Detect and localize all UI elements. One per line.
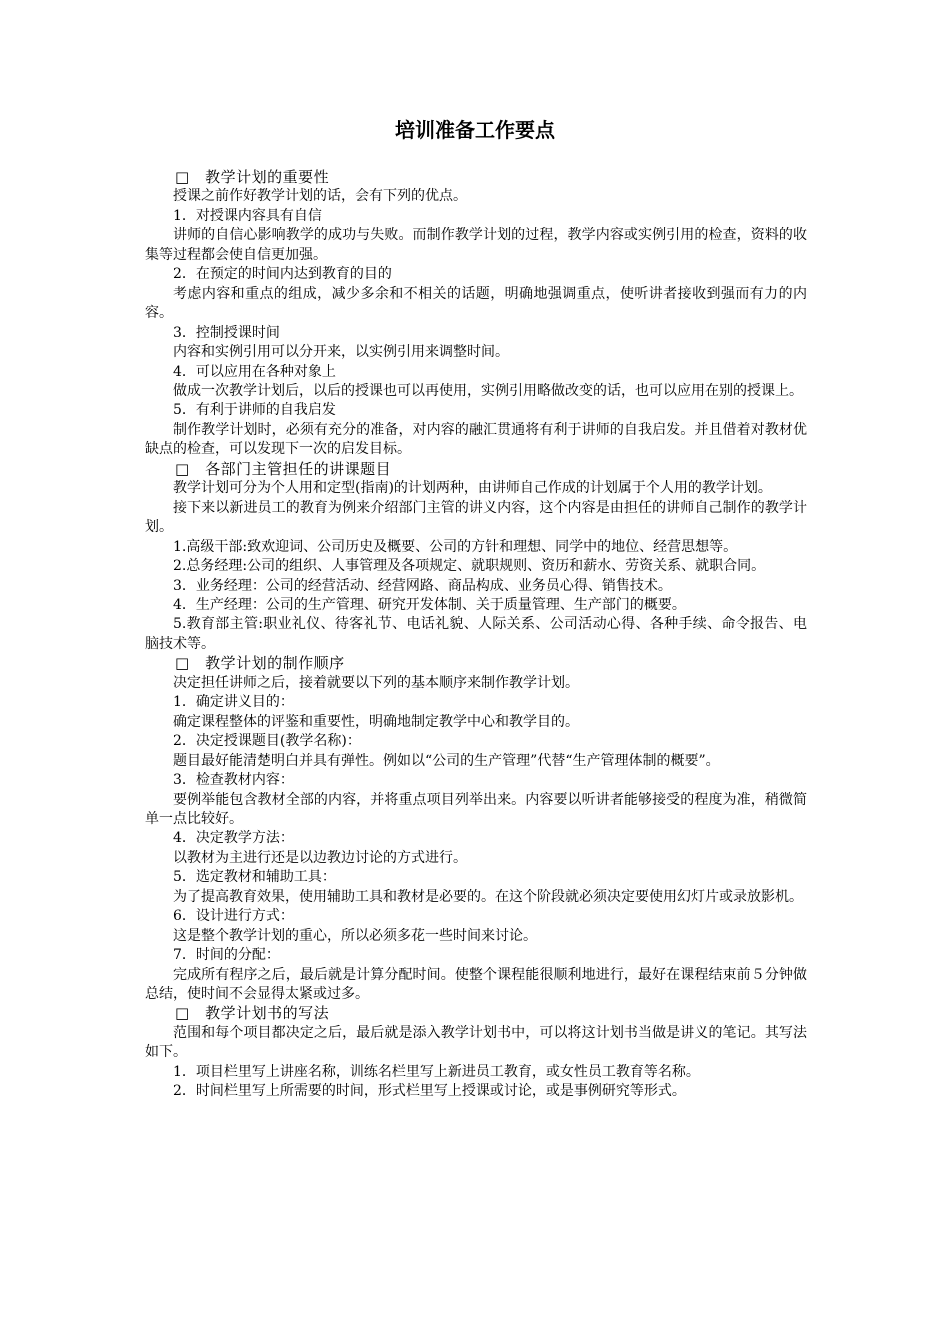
list-item: 5．有利于讲师的自我启发 xyxy=(173,402,336,419)
list-item: 4．决定教学方法： xyxy=(173,830,294,847)
section-heading: □ 教学计划的重要性 xyxy=(175,168,330,186)
list-item: 5.教育部主管:职业礼仪、待客礼节、电话礼貌、人际关系、公司活动心得、各种手续、命令报告、电脑技术等。 xyxy=(145,616,807,652)
list-item: 4．生产经理：公司的生产管理、研究开发体制、关于质量管理、生产部门的概要。 xyxy=(173,596,686,613)
paragraph: 完成所有程序之后，最后就是计算分配时间。使整个课程能很顺利地进行，最好在课程结束前５分钟做总结，使时间不会显得太紧或过多。 xyxy=(145,966,807,1003)
list-item: 1．项目栏里写上讲座名称，训练名栏里写上新进员工教育，或女性员工教育等名称。 xyxy=(173,1063,700,1080)
paragraph: 考虑内容和重点的组成，减少多余和不相关的话题，明确地强调重点，使听讲者接收到强而有力的内容。 xyxy=(145,285,807,322)
section-heading: □ 各部门主管担任的讲课题目 xyxy=(175,459,392,478)
list-item: 3．业务经理：公司的经营活动、经营网路、商品构成、业务员心得、销售技术。 xyxy=(173,577,672,594)
paragraph: 教学计划可分为个人用和定型(指南)的计划两种，由讲师自己作成的计划属于个人用的教学计划。 xyxy=(173,480,772,497)
list-item: 1.高级干部:致欢迎词、公司历史及概要、公司的方针和理想、同学中的地位、经营思想等。 xyxy=(173,538,738,555)
paragraph: 内容和实例引用可以分开来，以实例引用来调整时间。 xyxy=(173,344,509,361)
paragraph: 为了提高教育效果，使用辅助工具和教材是必要的。在这个阶段就必须决定要使用幻灯片或录放影机。 xyxy=(173,888,803,905)
paragraph: 制作教学计划时，必须有充分的准备，对内容的融汇贯通将有利于讲师的自我启发。并且借着对教材优缺点的检查，可以发现下一次的启发目标。 xyxy=(145,421,807,458)
list-item: 2．时间栏里写上所需要的时间，形式栏里写上授课或讨论，或是事例研究等形式。 xyxy=(173,1083,686,1100)
list-item: 1．确定讲义目的： xyxy=(173,694,294,711)
paragraph: 确定课程整体的评鉴和重要性，明确地制定教学中心和教学目的。 xyxy=(173,713,579,730)
paragraph: 题目最好能清楚明白并具有弹性。例如以“公司的生产管理”代替“生产管理体制的概要”。 xyxy=(173,752,720,769)
paragraph: 做成一次教学计划后，以后的授课也可以再使用，实例引用略做改变的话，也可以应用在别的授课上。 xyxy=(173,382,803,399)
paragraph: 范围和每个项目都决定之后，最后就是添入教学计划书中，可以将这计划书当做是讲义的笔记。其写法如下。 xyxy=(145,1024,807,1061)
paragraph: 这是整个教学计划的重心，所以必须多花一些时间来讨论。 xyxy=(173,927,537,944)
list-item: 1．对授课内容具有自信 xyxy=(173,207,322,224)
document-body xyxy=(145,168,807,1102)
document-title: 培训准备工作要点 xyxy=(395,118,555,142)
paragraph: 决定担任讲师之后，接着就要以下列的基本顺序来制作教学计划。 xyxy=(173,674,579,691)
list-item: 2．在预定的时间内达到教育的目的 xyxy=(173,266,392,283)
paragraph: 接下来以新进员工的教育为例来介绍部门主管的讲义内容，这个内容是由担任的讲师自己制作的教学计划。 xyxy=(145,499,807,536)
list-item: 3．控制授课时间 xyxy=(173,324,280,341)
section-heading: □ 教学计划的制作顺序 xyxy=(175,654,345,673)
paragraph: 讲师的自信心影响教学的成功与失败。而制作教学计划的过程，教学内容或实例引用的检查，资料的收集等过程都会使自信更加强。 xyxy=(145,227,807,263)
list-item: 6．设计进行方式： xyxy=(173,908,294,925)
list-item: 3．检查教材内容： xyxy=(173,772,294,789)
list-item: 2．决定授课题目(教学名称)： xyxy=(173,733,361,750)
paragraph: 以教材为主进行还是以边教边讨论的方式进行。 xyxy=(173,849,467,866)
paragraph: 授课之前作好教学计划的话，会有下列的优点。 xyxy=(173,188,467,205)
list-item: 5．选定教材和辅助工具： xyxy=(173,869,336,886)
list-item: 7．时间的分配： xyxy=(173,947,280,964)
list-item: 4．可以应用在各种对象上 xyxy=(173,363,336,380)
list-item: 2.总务经理:公司的组织、人事管理及各项规定、就职规则、资历和薪水、劳资关系、就职合同。 xyxy=(173,558,766,575)
section-heading: □ 教学计划书的写法 xyxy=(175,1004,330,1023)
paragraph: 要例举能包含教材全部的内容，并将重点项目列举出来。内容要以听讲者能够接受的程度为准，稍微简单一点比较好。 xyxy=(145,791,807,827)
